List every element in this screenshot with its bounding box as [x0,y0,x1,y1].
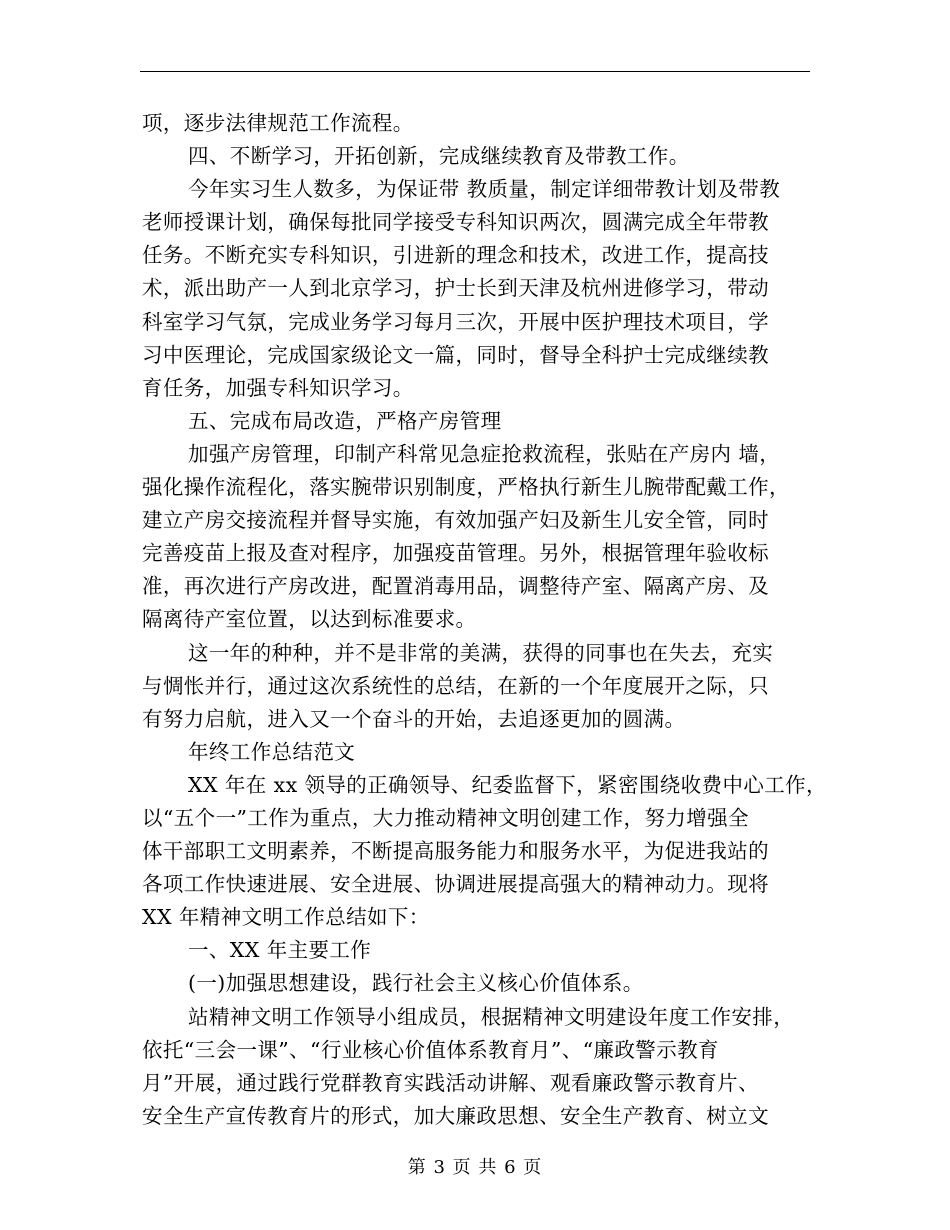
text-line: 项，逐步法律规范工作流程。 [142,111,414,135]
text-line: 月”开展，通过践行党群教育实践活动讲解、观看廉政警示教育片、 [142,1070,759,1095]
text-line: 科室学习气氛，完成业务学习每月三次，开展中医护理技术项目，学 [142,309,769,334]
page-number: 第 3 页 共 6 页 [407,1157,543,1178]
text-line: 老师授课计划，确保每批同学接受专科知识两次，圆满完成全年带教 [142,210,769,235]
text-line: 各项工作快速进展、安全进展、协调进展提高强大的精神动力。现将 [142,872,769,897]
text-line: 以“五个一”工作为重点，大力推动精神文明创建工作，努力增强全 [142,805,749,830]
text-line: 准，再次进行产房改进，配置消毒用品，调整待产室、隔离产房、及 [142,574,769,599]
text-line: 建立产房交接流程并督导实施，有效加强产妇及新生儿安全管，同时 [142,508,769,533]
text-line: 有努力启航，进入又一个奋斗的开始，去追逐更加的圆满。 [142,706,686,731]
text-line: 术，派出助产一人到北京学习，护士长到天津及杭州进修学习，带动 [142,276,769,301]
text-line: 任务。不断充实专科知识，引进新的理念和技术，改进工作，提高技 [142,243,769,268]
text-line: 强化操作流程化，落实腕带识别制度，严格执行新生儿腕带配戴工作， [142,475,790,500]
text-line: 完善疫苗上报及查对程序，加强疫苗管理。另外，根据管理年验收标 [142,541,769,566]
text-line: 隔离待产室位置，以达到标准要求。 [142,607,477,632]
text-line: XX 年精神文明工作总结如下： [142,905,430,930]
section-heading: 四、不断学习，开拓创新，完成继续教育及带教工作。 [188,144,690,169]
section-heading: 一、XX 年主要工作 [188,938,372,963]
text-line: 习中医理论，完成国家级论文一篇，同时，督导全科护士完成继续教 [142,342,769,367]
paragraph-start: 加强产房管理，印制产科常见急症抢救流程，张贴在产房内 墙， [188,441,781,466]
paragraph-start: 这一年的种种，并不是非常的美满，获得的同事也在失去，充实 [188,640,774,665]
text-line: 安全生产宣传教育片的形式，加大廉政思想、安全生产教育、树立文 [142,1103,769,1128]
subsection-heading: (一)加强思想建设，践行社会主义核心价值体系。 [188,971,644,996]
header-rule [140,71,810,72]
text-line: 依托“三会一课”、“行业核心价值体系教育月”、“廉政警示教育 [142,1037,719,1062]
text-line: 与惆怅并行，通过这次系统性的总结，在新的一个年度展开之际，只 [142,673,769,698]
text-line: 育任务，加强专科知识学习。 [142,375,414,400]
paragraph-start: 站精神文明工作领导小组成员，根据精神文明建设年度工作安排， [188,1004,795,1029]
document-subtitle: 年终工作总结范文 [188,739,356,764]
paragraph-start: XX 年在 xx 领导的正确领导、纪委监督下，紧密围绕收费中心工作， [188,772,827,797]
document-body [142,107,827,1133]
section-heading: 五、完成布局改造，严格产房管理 [188,408,502,433]
paragraph-start: 今年实习生人数多，为保证带 教质量，制定详细带教计划及带教 [188,177,781,202]
text-line: 体干部职工文明素养，不断提高服务能力和服务水平，为促进我站的 [142,839,769,864]
